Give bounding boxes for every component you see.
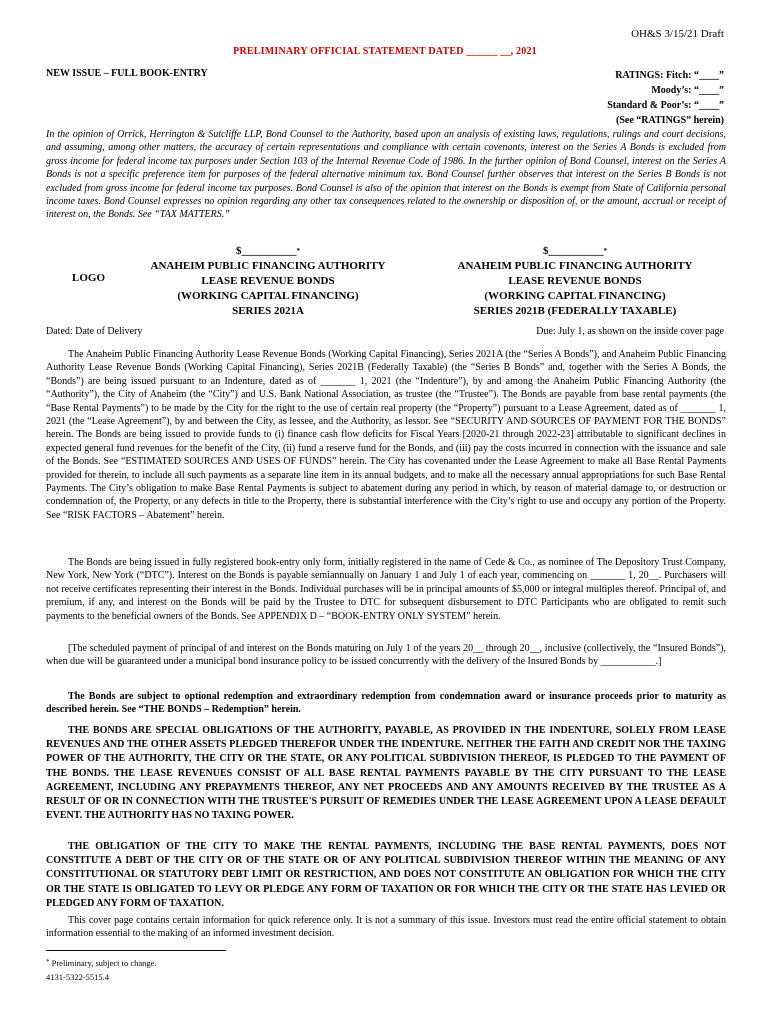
new-issue-label: NEW ISSUE – FULL BOOK-ENTRY — [46, 68, 208, 79]
series-a-line: LEASE REVENUE BONDS — [201, 275, 335, 287]
series-a-line: ANAHEIM PUBLIC FINANCING AUTHORITY — [150, 260, 386, 272]
book-entry-paragraph: The Bonds are being issued in fully registered book-entry only form, initially registered in the name of Cede & Co., as nominee of The Depository Trust Company, New York, New York (“DTC”). Interest on the Bonds is payable semiannually on January 1 and July 1 of each year, commencing on _______ 1, 20__. Purchasers will not receive certificates representing their interest in the Bonds. Individual purchases will be in principal amounts of $5,000 or integral multiples thereof. Principal of, and premium, if any, and interest on the Bonds will be paid by the Trustee to DTC for subsequent disbursement to DTC Participants who are obligated to remit such payments to the beneficial owners of the Bonds. See APPENDIX D – “BOOK-ENTRY ONLY SYSTEM” herein. — [46, 557, 726, 622]
series-b-star: * — [603, 247, 607, 255]
preliminary-title: PRELIMINARY OFFICIAL STATEMENT DATED ______ __, 2021 — [233, 46, 537, 57]
tax-opinion: In the opinion of Orrick, Herrington & Sutcliffe LLP, Bond Counsel to the Authority, based upon an analysis of existing laws, regulations, rulings and court decisions, and assuming, among other matters, the accuracy of certain representations and compliance with certain covenants, interest on the Series A Bonds is excluded from gross income for federal income tax purposes under Section 103 of the Internal Revenue Code of 1986. In the further opinion of Bond Counsel, interest on the Series A Bonds is not a specific preference item for purposes of the federal alternative minimum tax. Bond Counsel further observes that interest on the Series B Bonds is not excluded from gross income for federal income tax purposes. Bond Counsel is also of the opinion that interest on the Bonds is exempt from State of California personal income taxes. Bond Counsel expresses no opinion regarding any other tax consequences related to the ownership or disposition of, or the amount, accrual or receipt of interest on, the Bonds. See “TAX MATTERS.” — [46, 129, 726, 221]
city-obligation-paragraph: THE OBLIGATION OF THE CITY TO MAKE THE RENTAL PAYMENTS, INCLUDING THE BASE RENTAL PAYMENTS, DOES NOT CONSTITUTE A DEBT OF THE CITY OR OF THE STATE OR OF ANY POLITICAL SUBDIVISION THEREOF WITHIN THE MEANING OF ANY CONSTITUTIONAL OR STATUTORY DEBT LIMIT OR RESTRICTION, AND DOES NOT CONSTITUTE AN OBLIGATION FOR WHICH THE CITY OR THE STATE IS OBLIGATED TO LEVY OR PLEDGE ANY FORM OF TAXATION OR FOR WHICH THE CITY OR THE STATE HAS LEVIED OR PLEDGED ANY FORM OF TAXATION. — [46, 841, 726, 909]
document-id: 4131-5322-5515.4 — [46, 972, 110, 982]
footnote-marker: * — [46, 958, 50, 966]
series-b-amount: $__________* — [543, 245, 607, 257]
footnote-text: Preliminary, subject to change. — [49, 958, 157, 968]
series-a-title-block — [148, 244, 388, 319]
series-b-line: (WORKING CAPITAL FINANCING) — [484, 290, 666, 302]
series-b-line: LEASE REVENUE BONDS — [508, 275, 642, 287]
series-a-amount: $__________* — [236, 245, 300, 257]
rating-sp: Standard & Poor’s: “____” — [607, 100, 724, 111]
series-b-line: ANAHEIM PUBLIC FINANCING AUTHORITY — [457, 260, 693, 272]
series-a-line: SERIES 2021A — [232, 305, 304, 317]
bonds-description-paragraph: The Anaheim Public Financing Authority Lease Revenue Bonds (Working Capital Financing), Series 2021A (the “Series A Bonds”), and Anaheim Public Financing Authority Lease Revenue Bonds (Working Capital Financing), Series 2021B (Federally Taxable) (the “Series B Bonds” and, together with the Series A Bonds, the “Bonds”) are being issued pursuant to an Indenture, dated as of _______ 1, 2021 (the “Indenture”), by and among the Anaheim Public Financing Authority (the “Authority”), the City of Anaheim (the “City”) and U.S. Bank National Association, as trustee (the “Trustee”). The Bonds are payable from base rental payments (the “Base Rental Payments”) to be made by the City for the right to the use of certain real property (the “Property”) pursuant to a Lease Agreement, dated as of _______ 1, 2021 (the “Lease Agreement”), by and between the City, as lessee, and the Authority, as lessor. See “SECURITY AND SOURCES OF PAYMENT FOR THE BONDS” herein. The Bonds are being issued to provide funds to (i) finance cash flow deficits for Fiscal Years [2020-21 through 2022-23] attributable to significant declines in expected general fund revenues for the benefit of the City, (ii) fund a reserve fund for the Bonds, and (iii) pay the costs incurred in connection with the issuance and sale of the Bonds. See “ESTIMATED SOURCES AND USES OF FUNDS” herein. The City has covenanted under the Lease Agreement to make all Base Rental Payments provided for therein, to include all such payments as a separate line item in its annual budgets, and to make all the necessary annual appropriations for such Base Rental Payments. The City’s obligation to make Base Rental Payments is subject to abatement during any period in which, by reason of material damage to, or destruction or condemnation of, the Property, or any defects in title to the Property, there is substantial interference with the City’s right to use and occupy any portion of the Property. See “RISK FACTORS – Abatement” herein. — [46, 349, 726, 521]
cover-page-notice: This cover page contains certain information for quick reference only. It is not a summary of this issue. Investors must read the entire official statement to obtain information essential to the making of an informed investment decision. — [46, 915, 726, 940]
logo-placeholder: LOGO — [72, 272, 106, 284]
ratings-block — [607, 68, 724, 128]
footnote-divider — [46, 950, 226, 951]
series-b-title-block — [440, 244, 710, 319]
redemption-paragraph: The Bonds are subject to optional redemption and extraordinary redemption from condemnation award or insurance proceeds prior to maturity as described herein. See “THE BONDS – Redemption” herein. — [46, 691, 726, 716]
due-date: Due: July 1, as shown on the inside cover page — [536, 326, 724, 337]
draft-note: OH&S 3/15/21 Draft — [631, 28, 724, 40]
dated-date: Dated: Date of Delivery — [46, 326, 143, 337]
insurance-paragraph: [The scheduled payment of principal of and interest on the Bonds maturing on July 1 of the years 20__ through 20__, inclusive (collectively, the “Insured Bonds”), when due will be guaranteed under a municipal bond insurance policy to be issued concurrently with the delivery of the Insured Bonds by ___________.] — [46, 643, 726, 668]
rating-moodys: Moody’s: “____” — [651, 85, 724, 96]
rating-see-herein: (See “RATINGS” herein) — [616, 115, 724, 126]
footnote — [46, 958, 157, 968]
series-b-line: SERIES 2021B (FEDERALLY TAXABLE) — [473, 305, 677, 317]
series-a-line: (WORKING CAPITAL FINANCING) — [177, 290, 359, 302]
special-obligations-paragraph: THE BONDS ARE SPECIAL OBLIGATIONS OF THE AUTHORITY, PAYABLE, AS PROVIDED IN THE INDENTURE, SOLELY FROM LEASE REVENUES AND THE OTHER ASSETS PLEDGED THEREFOR UNDER THE INDENTURE. NEITHER THE FAITH AND CREDIT NOR THE TAXING POWER OF THE AUTHORITY, THE CITY OR THE STATE, OR ANY POLITICAL SUBDIVISION THEREOF, IS PLEDGED TO THE PAYMENT OF THE BONDS. THE LEASE REVENUES CONSIST OF ALL BASE RENTAL PAYMENTS PAYABLE BY THE CITY PURSUANT TO THE LEASE AGREEMENT, INCLUDING ANY PREPAYMENTS THEREOF, ANY NET PROCEEDS AND ANY AMOUNTS RECEIVED BY THE TRUSTEE AS A RESULT OF OR IN CONNECTION WITH THE TRUSTEE'S PURSUIT OF REMEDIES UNDER THE LEASE AGREEMENT UPON A LEASE DEFAULT EVENT. THE AUTHORITY HAS NO TAXING POWER. — [46, 725, 726, 822]
rating-fitch: RATINGS: Fitch: “____” — [615, 70, 724, 81]
series-a-star: * — [296, 247, 300, 255]
